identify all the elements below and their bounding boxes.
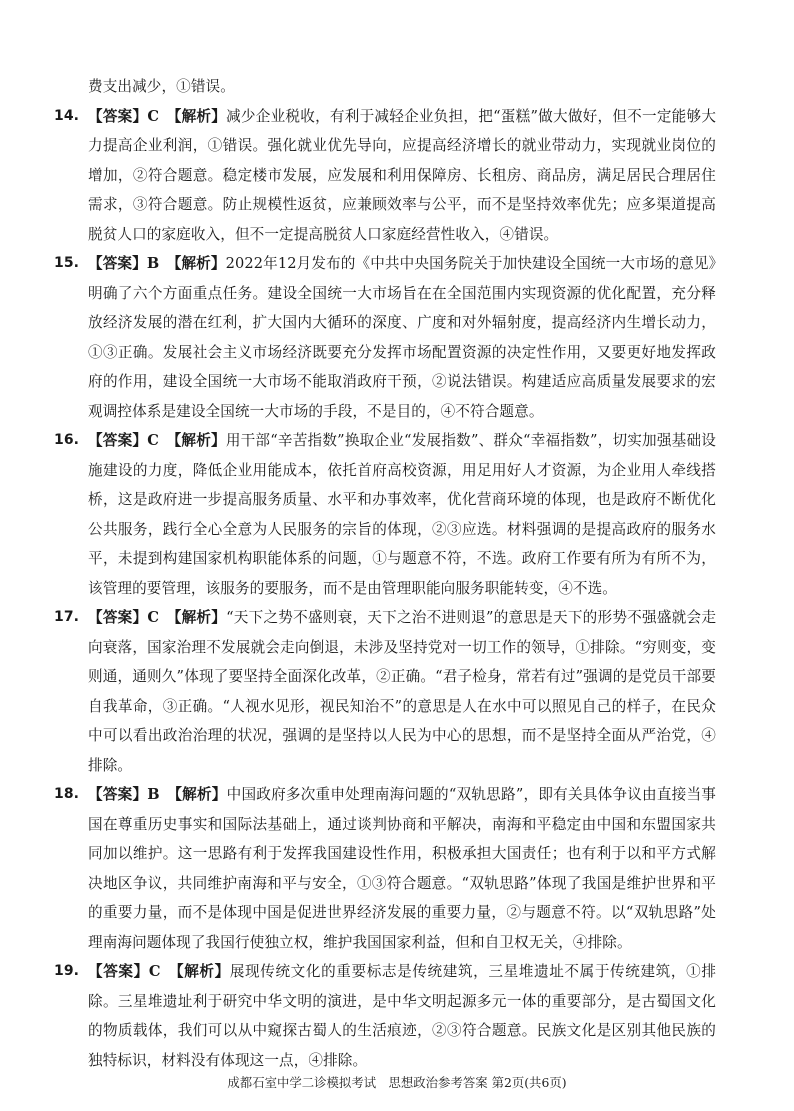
analysis-tag: 【解析】	[174, 609, 227, 626]
item-number: 15.	[54, 255, 80, 271]
answer-item-16	[54, 426, 716, 603]
analysis-text: 用干部“辛苦指数”换取企业“发展指数”、群众“幸福指数”，切实加强基础设施建设的力度，降低企业用能成本，依托首府高校资源，用足用好人才资源，为企业用人牵线搭桥，这是政府进一步提高服务质量、水平和办事效率，优化营商环境的体现，也是政府不断优化公共服务，践行全心全意为人民服务的宗旨的体现，②③应选。材料强调的是提高政府的服务水平，未提到构建国家机构职能体系的问题，①与题意不符，不选。政府工作要有所为有所不为，该管理的要管理，该服务的要服务，而不是由管理职能向服务职能转变，④不选。	[88, 432, 716, 597]
answer-item-14	[54, 102, 717, 250]
analysis-tag: 【解析】	[174, 255, 226, 272]
answer-tag: 【答案】C	[88, 963, 161, 980]
item-number: 14.	[54, 107, 80, 124]
analysis-tag: 【解析】	[176, 963, 230, 980]
answer-tag: 【答案】B	[88, 786, 160, 803]
continuation-text: 费支出减少，①错误。	[88, 78, 235, 95]
answer-item-17	[54, 603, 717, 780]
answer-item-19	[54, 957, 717, 1075]
item-number: 18.	[54, 786, 80, 802]
analysis-text: 减少企业税收，有利于减轻企业负担，把“蛋糕”做大做好，但不一定能够大力提高企业利润，①错误。强化就业优先导向，应提高经济增长的就业带动力，实现就业岗位的增加，②符合题意。稳定楼市发展，应发展和利用保障房、长租房、商品房，满足居民合理居住需求，③符合题意。防止规模性返贫，应兼顾效率与公平，而不是坚持效率优先；应多渠道提高脱贫人口的家庭收入，但不一定提高脱贫人口家庭经营性收入，④错误。	[88, 107, 717, 243]
analysis-text: “天下之势不盛则衰，天下之治不进则退”的意思是天下的形势不强盛就会走向衰落，国家治理不发展就会走向倒退，未涉及坚持党对一切工作的领导，①排除。“穷则变，变则通，通则久”体现了要坚持全面深化改革，②正确。“君子检身，常若有过”强调的是党员干部要自我革命，③正确。“人视水见形，视民知治不”的意思是人在水中可以照见自己的样子，在民众中可以看出政治治理的状况，强调的是坚持以人民为中心的思想，而不是坚持全面从严治党，④排除。	[88, 609, 717, 774]
item-number: 17.	[54, 609, 80, 625]
analysis-tag: 【解析】	[174, 107, 227, 125]
analysis-text: 展现传统文化的重要标志是传统建筑，三星堆遗址不属于传统建筑，①排除。三星堆遗址利于研究中华文明的演进，是中华文明起源多元一体的重要部分，是古蜀国文化的物质载体，我们可以从中窥探古蜀人的生活痕迹，②③符合题意。民族文化是区别其他民族的独特标识，材料没有体现这一点，④排除。	[88, 963, 717, 1069]
analysis-tag: 【解析】	[174, 786, 227, 803]
answer-tag: 【答案】B	[88, 255, 160, 272]
analysis-text: 2022年12月发布的《中共中央国务院关于加快建设全国统一大市场的意见》明确了六个方面重点任务。建设全国统一大市场旨在在全国范围内实现资源的优化配置，充分释放经济发展的潜在红利，扩大国内大循环的深度、广度和对外辐射度，提高经济内生增长动力，①③正确。发展社会主义市场经济既要充分发挥市场配置资源的决定性作用，又要更好地发挥政府的作用，建设全国统一大市场不能取消政府干预，②说法错误。构建适应高质量发展要求的宏观调控体系是建设全国统一大市场的手段，不是目的，④不符合题意。	[88, 255, 716, 420]
answer-tag: 【答案】C	[88, 107, 160, 125]
answer-tag: 【答案】C	[88, 609, 160, 626]
page-footer: 成都石室中学二诊模拟考试 思想政治参考答案 第2页(共6页)	[227, 1075, 567, 1090]
item-number: 16.	[54, 432, 80, 448]
answer-item-18	[54, 780, 716, 957]
answer-tag: 【答案】C	[88, 432, 159, 449]
analysis-tag: 【解析】	[173, 432, 226, 449]
item-number: 19.	[54, 963, 80, 979]
analysis-text: 中国政府多次重申处理南海问题的“双轨思路”，即有关具体争议由直接当事国在尊重历史事实和国际法基础上，通过谈判协商和平解决，南海和平稳定由中国和东盟国家共同加以维护。这一思路有利于发挥我国建设性作用，积极承担大国责任；也有利于以和平方式解决地区争议，共同维护南海和平与安全，①③符合题意。“双轨思路”体现了我国是维护世界和平的重要力量，而不是体现中国是促进世界经济发展的重要力量，②与题意不符。以“双轨思路”处理南海问题体现了我国行使独立权，维护我国国家利益，但和自卫权无关，④排除。	[88, 786, 716, 951]
answer-item-15	[54, 249, 716, 426]
answer-page	[54, 72, 717, 1075]
